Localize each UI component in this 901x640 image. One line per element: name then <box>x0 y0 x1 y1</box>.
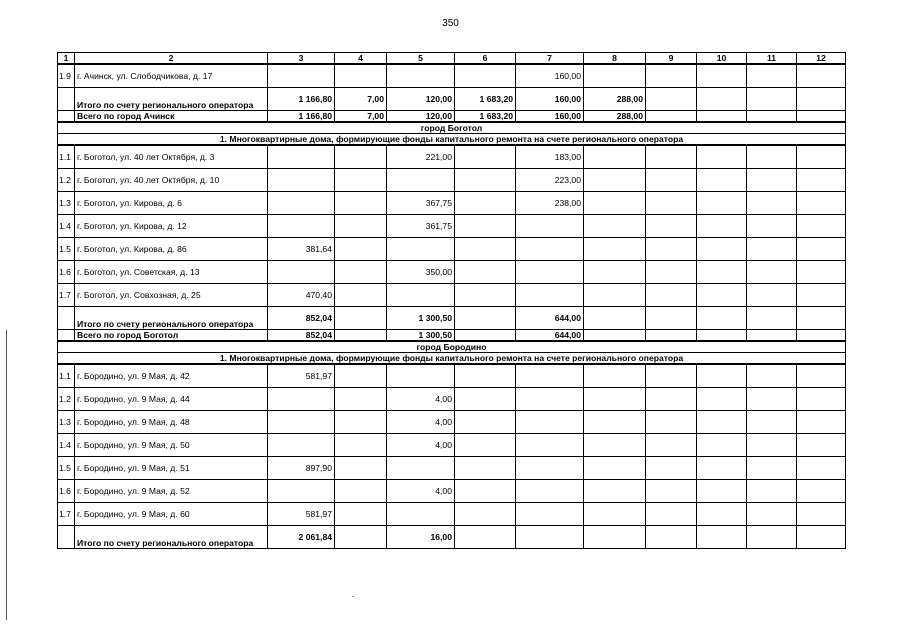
address-cell: г. Боготол, ул. 40 лет Октября, д. 3 <box>75 145 268 169</box>
amount-cell <box>335 364 387 388</box>
empty-cell <box>697 238 747 261</box>
amount-cell <box>455 145 516 169</box>
amount-cell <box>335 64 387 88</box>
empty-cell <box>747 411 797 434</box>
subtotal-row <box>58 307 846 330</box>
row-number: 1.4 <box>58 434 75 457</box>
empty-cell <box>747 503 797 526</box>
empty-cell <box>797 238 846 261</box>
amount-cell: 644,00 <box>516 307 584 330</box>
address-cell: г. Бородино, ул. 9 Мая, д. 44 <box>75 388 268 411</box>
amount-cell: 852,04 <box>268 307 335 330</box>
amount-cell <box>268 169 335 192</box>
amount-cell: 470,40 <box>268 284 335 307</box>
house-row <box>58 261 846 284</box>
column-number-header-row <box>58 53 846 65</box>
capital-repair-table <box>57 52 846 549</box>
house-row <box>58 411 846 434</box>
amount-cell <box>387 364 455 388</box>
amount-cell: 120,00 <box>387 88 455 111</box>
row-number-empty <box>58 111 75 123</box>
empty-cell <box>747 238 797 261</box>
row-number: 1.9 <box>58 64 75 88</box>
row-number: 1.2 <box>58 169 75 192</box>
empty-cell <box>747 284 797 307</box>
amount-cell <box>516 457 584 480</box>
house-row <box>58 434 846 457</box>
amount-cell <box>455 307 516 330</box>
address-cell: г. Бородино, ул. 9 Мая, д. 50 <box>75 434 268 457</box>
city-total-row <box>58 330 846 342</box>
empty-cell <box>646 64 697 88</box>
amount-cell <box>455 284 516 307</box>
amount-cell <box>387 238 455 261</box>
amount-cell <box>455 192 516 215</box>
amount-cell: 288,00 <box>584 111 646 123</box>
empty-cell <box>697 307 747 330</box>
column-header: 5 <box>387 53 455 65</box>
empty-cell <box>747 480 797 503</box>
column-header: 1 <box>58 53 75 65</box>
amount-cell <box>455 64 516 88</box>
empty-cell <box>797 503 846 526</box>
amount-cell <box>455 330 516 342</box>
address-cell: г. Боготол, ул. Кирова, д. 86 <box>75 238 268 261</box>
row-number-empty <box>58 330 75 342</box>
amount-cell <box>268 261 335 284</box>
column-header: 9 <box>646 53 697 65</box>
amount-cell <box>335 480 387 503</box>
amount-cell <box>335 169 387 192</box>
total-label: Всего по город Боготол <box>75 330 268 342</box>
section-heading-row <box>58 134 846 146</box>
amount-cell: 4,00 <box>387 411 455 434</box>
amount-cell: 2 061,84 <box>268 526 335 549</box>
amount-cell: 160,00 <box>516 88 584 111</box>
amount-cell <box>335 261 387 284</box>
amount-cell: 1 300,50 <box>387 330 455 342</box>
empty-cell <box>747 111 797 123</box>
column-header: 11 <box>747 53 797 65</box>
empty-cell <box>697 88 747 111</box>
empty-cell <box>797 169 846 192</box>
empty-cell <box>697 411 747 434</box>
empty-cell <box>697 169 747 192</box>
amount-cell <box>335 192 387 215</box>
section-heading: 1. Многоквартирные дома, формирующие фонды капитального ремонта на счете регионального оператора <box>58 353 846 365</box>
empty-cell <box>747 364 797 388</box>
empty-cell <box>646 364 697 388</box>
house-row <box>58 457 846 480</box>
amount-cell: 160,00 <box>516 64 584 88</box>
city-heading-row <box>58 122 846 134</box>
empty-cell <box>646 388 697 411</box>
amount-cell <box>584 307 646 330</box>
column-header: 8 <box>584 53 646 65</box>
amount-cell <box>335 503 387 526</box>
amount-cell <box>455 434 516 457</box>
amount-cell: 381,64 <box>268 238 335 261</box>
empty-cell <box>747 330 797 342</box>
amount-cell <box>387 503 455 526</box>
amount-cell: 1 683,20 <box>455 111 516 123</box>
amount-cell <box>335 457 387 480</box>
total-label: Итого по счету регионального оператора <box>75 526 268 549</box>
amount-cell <box>455 169 516 192</box>
column-header: 7 <box>516 53 584 65</box>
house-row <box>58 480 846 503</box>
empty-cell <box>797 215 846 238</box>
amount-cell <box>584 215 646 238</box>
subtotal-row <box>58 88 846 111</box>
total-label: Всего по город Ачинск <box>75 111 268 123</box>
city-heading-row <box>58 341 846 353</box>
row-number: 1.4 <box>58 215 75 238</box>
amount-cell: 288,00 <box>584 88 646 111</box>
amount-cell: 238,00 <box>516 192 584 215</box>
amount-cell <box>584 284 646 307</box>
empty-cell <box>797 457 846 480</box>
empty-cell <box>697 111 747 123</box>
empty-cell <box>697 364 747 388</box>
amount-cell: 1 166,80 <box>268 88 335 111</box>
amount-cell: 4,00 <box>387 434 455 457</box>
empty-cell <box>646 480 697 503</box>
amount-cell: 223,00 <box>516 169 584 192</box>
empty-cell <box>797 526 846 549</box>
row-number: 1.1 <box>58 145 75 169</box>
amount-cell: 1 300,50 <box>387 307 455 330</box>
amount-cell: 4,00 <box>387 388 455 411</box>
empty-cell <box>747 88 797 111</box>
row-number: 1.3 <box>58 411 75 434</box>
amount-cell <box>516 434 584 457</box>
amount-cell <box>268 215 335 238</box>
amount-cell <box>387 457 455 480</box>
city-total-row <box>58 111 846 123</box>
total-label: Итого по счету регионального оператора <box>75 88 268 111</box>
empty-cell <box>697 480 747 503</box>
empty-cell <box>697 388 747 411</box>
amount-cell <box>335 388 387 411</box>
amount-cell <box>516 215 584 238</box>
amount-cell: 361,75 <box>387 215 455 238</box>
empty-cell <box>747 261 797 284</box>
amount-cell <box>268 192 335 215</box>
empty-cell <box>747 145 797 169</box>
amount-cell: 852,04 <box>268 330 335 342</box>
empty-cell <box>797 388 846 411</box>
amount-cell <box>335 284 387 307</box>
address-cell: г. Бородино, ул. 9 Мая, д. 42 <box>75 364 268 388</box>
empty-cell <box>797 88 846 111</box>
amount-cell <box>584 480 646 503</box>
amount-cell <box>268 145 335 169</box>
house-row <box>58 64 846 88</box>
amount-cell: 221,00 <box>387 145 455 169</box>
amount-cell <box>335 526 387 549</box>
amount-cell <box>584 434 646 457</box>
address-cell: г. Ачинск, ул. Слободчикова, д. 17 <box>75 64 268 88</box>
amount-cell <box>584 364 646 388</box>
amount-cell <box>387 284 455 307</box>
column-header: 12 <box>797 53 846 65</box>
row-number: 1.6 <box>58 261 75 284</box>
empty-cell <box>697 215 747 238</box>
empty-cell <box>747 457 797 480</box>
empty-cell <box>646 111 697 123</box>
amount-cell <box>335 238 387 261</box>
house-row <box>58 388 846 411</box>
empty-cell <box>797 145 846 169</box>
amount-cell: 4,00 <box>387 480 455 503</box>
amount-cell: 1 683,20 <box>455 88 516 111</box>
empty-cell <box>797 330 846 342</box>
amount-cell <box>455 364 516 388</box>
amount-cell <box>335 434 387 457</box>
address-cell: г. Боготол, ул. Совхозная, д. 25 <box>75 284 268 307</box>
empty-cell <box>646 307 697 330</box>
amount-cell: 160,00 <box>516 111 584 123</box>
amount-cell <box>268 434 335 457</box>
total-label: Итого по счету регионального оператора <box>75 307 268 330</box>
amount-cell <box>516 364 584 388</box>
amount-cell <box>516 284 584 307</box>
amount-cell <box>584 145 646 169</box>
address-cell: г. Бородино, ул. 9 Мая, д. 52 <box>75 480 268 503</box>
column-header: 2 <box>75 53 268 65</box>
row-number: 1.3 <box>58 192 75 215</box>
empty-cell <box>797 364 846 388</box>
amount-cell <box>335 411 387 434</box>
amount-cell <box>455 238 516 261</box>
empty-cell <box>747 434 797 457</box>
amount-cell <box>584 503 646 526</box>
empty-cell <box>697 457 747 480</box>
house-row <box>58 503 846 526</box>
amount-cell <box>584 192 646 215</box>
column-header: 6 <box>455 53 516 65</box>
address-cell: г. Боготол, ул. 40 лет Октября, д. 10 <box>75 169 268 192</box>
column-header: 3 <box>268 53 335 65</box>
amount-cell <box>584 238 646 261</box>
amount-cell: 350,00 <box>387 261 455 284</box>
empty-cell <box>646 330 697 342</box>
amount-cell <box>387 64 455 88</box>
amount-cell: 581,97 <box>268 503 335 526</box>
house-row <box>58 145 846 169</box>
empty-cell <box>697 64 747 88</box>
empty-cell <box>646 503 697 526</box>
amount-cell <box>584 169 646 192</box>
address-cell: г. Бородино, ул. 9 Мая, д. 60 <box>75 503 268 526</box>
house-row <box>58 284 846 307</box>
city-heading: город Бородино <box>58 341 846 353</box>
margin-line <box>6 330 7 620</box>
empty-cell <box>646 145 697 169</box>
amount-cell <box>455 526 516 549</box>
address-cell: г. Боготол, ул. Кирова, д. 12 <box>75 215 268 238</box>
house-row <box>58 192 846 215</box>
empty-cell <box>646 434 697 457</box>
empty-cell <box>747 192 797 215</box>
amount-cell <box>516 503 584 526</box>
empty-cell <box>697 284 747 307</box>
empty-cell <box>747 307 797 330</box>
column-header: 4 <box>335 53 387 65</box>
empty-cell <box>797 261 846 284</box>
amount-cell: 897,90 <box>268 457 335 480</box>
amount-cell <box>584 457 646 480</box>
amount-cell <box>455 457 516 480</box>
empty-cell <box>646 192 697 215</box>
amount-cell <box>516 526 584 549</box>
address-cell: г. Бородино, ул. 9 Мая, д. 48 <box>75 411 268 434</box>
amount-cell <box>268 480 335 503</box>
column-header: 10 <box>697 53 747 65</box>
empty-cell <box>646 169 697 192</box>
row-number: 1.5 <box>58 457 75 480</box>
amount-cell: 581,97 <box>268 364 335 388</box>
amount-cell: 1 166,80 <box>268 111 335 123</box>
city-heading: город Боготол <box>58 122 846 134</box>
empty-cell <box>646 261 697 284</box>
address-cell: г. Боготол, ул. Советская, д. 13 <box>75 261 268 284</box>
amount-cell: 183,00 <box>516 145 584 169</box>
amount-cell: 7,00 <box>335 88 387 111</box>
row-number: 1.6 <box>58 480 75 503</box>
house-row <box>58 215 846 238</box>
empty-cell <box>797 480 846 503</box>
row-number: 1.2 <box>58 388 75 411</box>
amount-cell <box>516 411 584 434</box>
amount-cell <box>387 169 455 192</box>
empty-cell <box>646 215 697 238</box>
empty-cell <box>646 284 697 307</box>
empty-cell <box>797 64 846 88</box>
amount-cell <box>268 388 335 411</box>
amount-cell <box>455 388 516 411</box>
house-row <box>58 364 846 388</box>
empty-cell <box>797 192 846 215</box>
empty-cell <box>646 88 697 111</box>
amount-cell <box>516 261 584 284</box>
subtotal-row <box>58 526 846 549</box>
empty-cell <box>697 192 747 215</box>
row-number: 1.5 <box>58 238 75 261</box>
empty-cell <box>697 261 747 284</box>
empty-cell <box>797 284 846 307</box>
house-row <box>58 238 846 261</box>
amount-cell <box>455 261 516 284</box>
empty-cell <box>697 434 747 457</box>
row-number-empty <box>58 526 75 549</box>
empty-cell <box>697 330 747 342</box>
empty-cell <box>747 215 797 238</box>
empty-cell <box>646 238 697 261</box>
amount-cell <box>455 503 516 526</box>
empty-cell <box>797 111 846 123</box>
section-heading-row <box>58 353 846 365</box>
amount-cell <box>335 215 387 238</box>
empty-cell <box>646 526 697 549</box>
empty-cell <box>747 526 797 549</box>
amount-cell: 16,00 <box>387 526 455 549</box>
amount-cell <box>455 411 516 434</box>
amount-cell: 644,00 <box>516 330 584 342</box>
amount-cell <box>335 307 387 330</box>
empty-cell <box>697 503 747 526</box>
amount-cell <box>455 215 516 238</box>
section-heading: 1. Многоквартирные дома, формирующие фонды капитального ремонта на счете регионального оператора <box>58 134 846 146</box>
house-row <box>58 169 846 192</box>
amount-cell <box>584 330 646 342</box>
amount-cell: 120,00 <box>387 111 455 123</box>
row-number-empty <box>58 307 75 330</box>
row-number: 1.7 <box>58 503 75 526</box>
empty-cell <box>797 411 846 434</box>
empty-cell <box>747 169 797 192</box>
amount-cell <box>455 480 516 503</box>
amount-cell <box>584 388 646 411</box>
amount-cell <box>335 330 387 342</box>
amount-cell <box>584 261 646 284</box>
empty-cell <box>697 526 747 549</box>
amount-cell <box>268 64 335 88</box>
amount-cell <box>516 480 584 503</box>
amount-cell <box>516 238 584 261</box>
amount-cell <box>584 64 646 88</box>
row-number: 1.1 <box>58 364 75 388</box>
scan-speck <box>352 596 354 597</box>
amount-cell <box>584 526 646 549</box>
amount-cell <box>584 411 646 434</box>
amount-cell: 7,00 <box>335 111 387 123</box>
empty-cell <box>646 411 697 434</box>
empty-cell <box>697 145 747 169</box>
address-cell: г. Боготол, ул. Кирова, д. 6 <box>75 192 268 215</box>
empty-cell <box>646 457 697 480</box>
empty-cell <box>797 434 846 457</box>
empty-cell <box>747 64 797 88</box>
amount-cell <box>268 411 335 434</box>
amount-cell <box>335 145 387 169</box>
empty-cell <box>797 307 846 330</box>
row-number-empty <box>58 88 75 111</box>
row-number: 1.7 <box>58 284 75 307</box>
empty-cell <box>747 388 797 411</box>
amount-cell: 367,75 <box>387 192 455 215</box>
address-cell: г. Бородино, ул. 9 Мая, д. 51 <box>75 457 268 480</box>
amount-cell <box>516 388 584 411</box>
page-number: 350 <box>442 18 459 29</box>
